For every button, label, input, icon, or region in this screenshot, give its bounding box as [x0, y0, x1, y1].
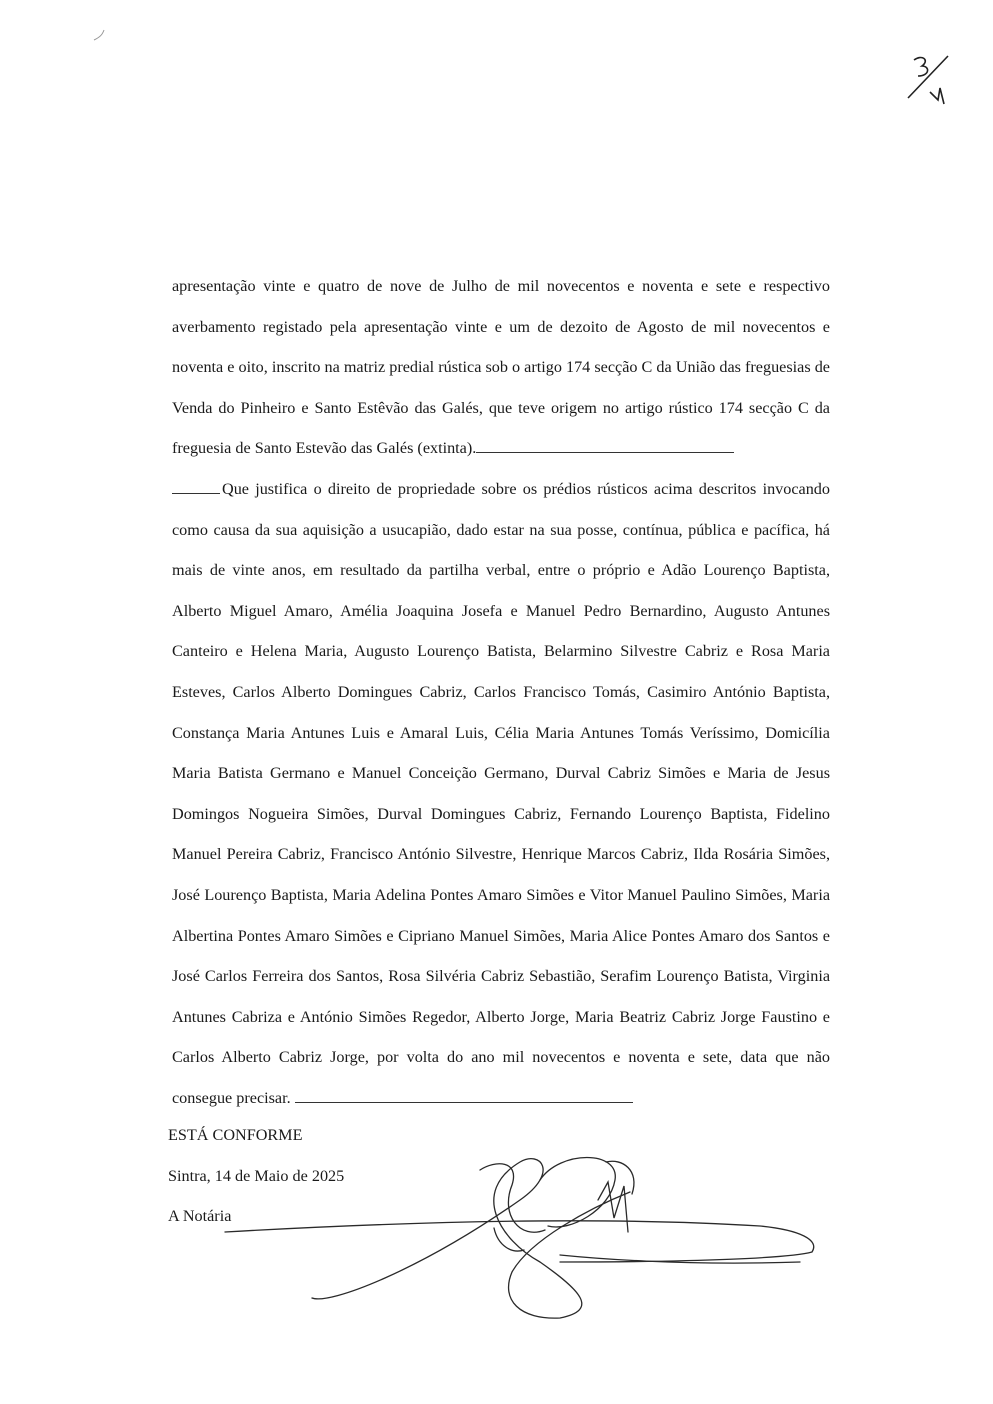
paragraph-2	[172, 469, 830, 1119]
paragraph-1	[172, 266, 830, 469]
place-and-date: Sintra, 14 de Maio de 2025	[168, 1167, 345, 1185]
fill-line	[476, 451, 734, 453]
paragraph-1-text: apresentação vinte e quatro de nove de Julho de mil novecentos e noventa e sete e respectivo averbamento registado pela apresentação vinte e um de dezoito de Agosto de mil novecentos e noventa e oito, inscrito na matriz predial rústica sob o artigo 174 secção C da União das freguesias de Venda do Pinheiro e Santo Estêvão das Galés, que teve origem no artigo rústico 174 secção C da freguesia de Santo Estevão das Galés (extinta).	[172, 277, 830, 458]
scan-speck	[90, 28, 110, 44]
fill-line	[172, 492, 220, 494]
paragraph-2-text: Que justifica o direito de propriedade sobre os prédios rústicos acima descritos invocando como causa da sua aquisição a usucapião, dado estar na sua posse, contínua, pública e pacífica, há mais de vinte anos, em resultado da partilha verbal, entre o próprio e Adão Lourenço Baptista, Alberto Miguel Amaro, Amélia Joaquina Josefa e Manuel Pedro Bernardino, Augusto Antunes Canteiro e Helena Maria, Augusto Lourenço Batista, Belarmino Silvestre Cabriz e Rosa Maria Esteves, Carlos Alberto Domingues Cabriz, Carlos Francisco Tomás, Casimiro António Baptista, Constança Maria Antunes Luis e Amaral Luis, Célia Maria Antunes Tomás Veríssimo, Domicília Maria Batista Germano e Manuel Conceição Germano, Durval Cabriz Simões e Maria de Jesus Domingos Nogueira Simões, Durval Domingues Cabriz, Fernando Lourenço Baptista, Fidelino Manuel Pereira Cabriz, Francisco António Silvestre, Henrique Marcos Cabriz, Ilda Rosária Simões, José Lourenço Baptista, Maria Adelina Pontes Amaro Simões e Vitor Manuel Paulino Simões, Maria Albertina Pontes Amaro Simões e Cipriano Manuel Simões, Maria Alice Pontes Amaro dos Santos e José Carlos Ferreira dos Santos, Rosa Silvéria Cabriz Sebastião, Serafim Lourenço Batista, Virginia Antunes Cabriza e António Simões Regedor, Alberto Jorge, Maria Beatriz Cabriz Jorge Faustino e Carlos Alberto Cabriz Jorge, por volta do ano mil novecentos e noventa e sete, data que não consegue precisar.	[172, 479, 830, 1107]
handwritten-page-number	[900, 52, 960, 112]
fill-line	[295, 1101, 633, 1103]
document-body	[172, 266, 830, 1118]
notary-label: A Notária	[168, 1207, 232, 1225]
certification-heading: ESTÁ CONFORME	[168, 1126, 303, 1144]
